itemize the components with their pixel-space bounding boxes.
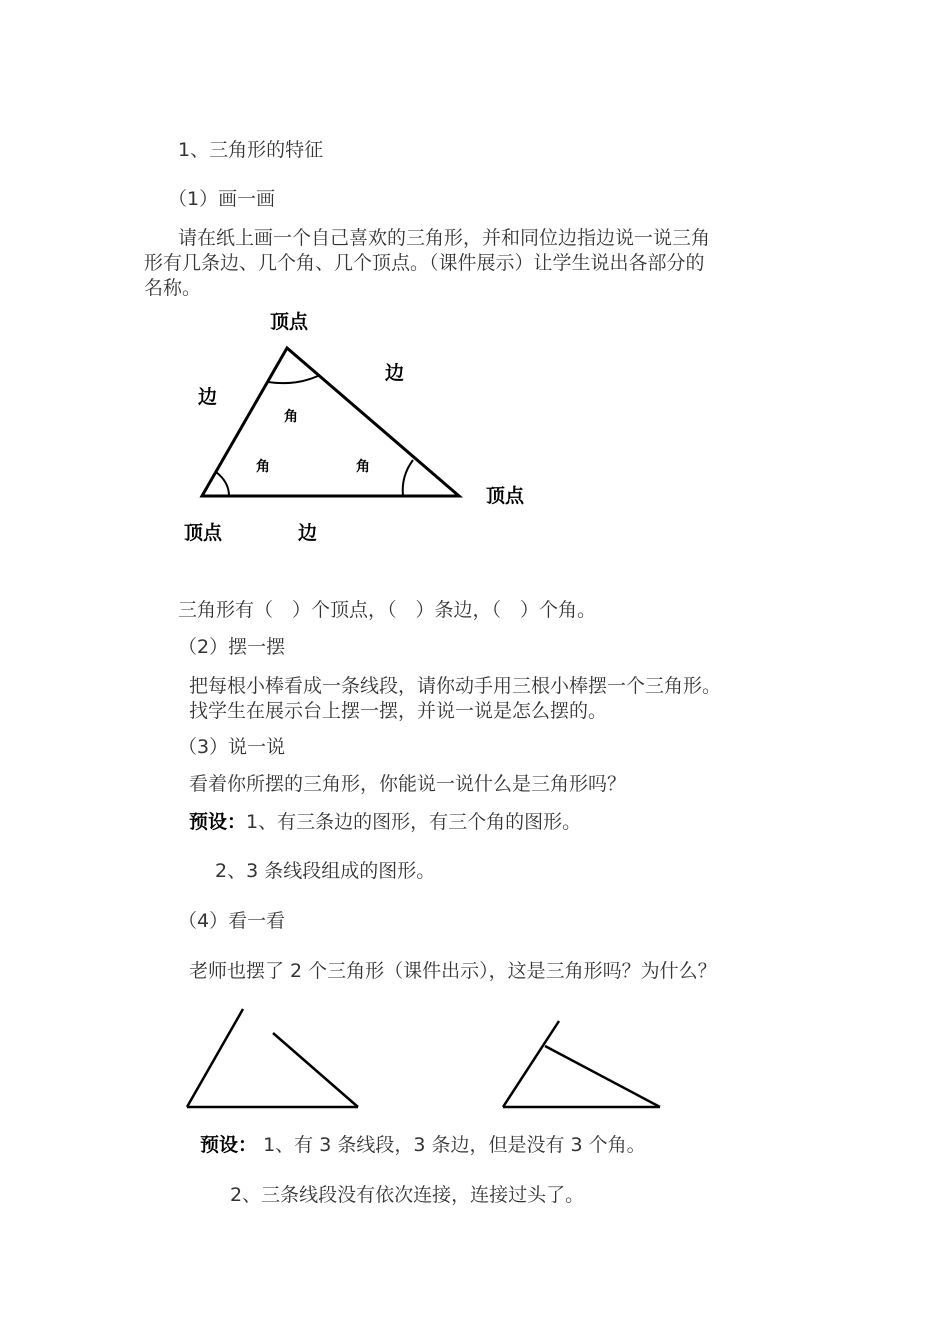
label-side-bottom: 边 xyxy=(298,522,318,544)
triangle-outline xyxy=(202,348,459,496)
section-title: 1、三角形的特征 xyxy=(178,139,324,161)
part3-heading: （3）说一说 xyxy=(178,736,286,758)
part2-line2: 找学生在展示台上摆一摆，并说一说是怎么摆的。 xyxy=(189,700,608,722)
part1-instruction-line3: 名称。 xyxy=(144,277,202,299)
fill-blank-question: 三角形有（ ）个顶点，（ ）条边，（ ）个角。 xyxy=(178,599,597,621)
part2-line1: 把每根小棒看成一条线段，请你动手用三根小棒摆一个三角形。 xyxy=(189,675,722,697)
angle-arc-left xyxy=(216,472,229,496)
part3-question: 看着你所摆的三角形，你能说一说什么是三角形吗？ xyxy=(189,773,627,795)
part3-answer1-row xyxy=(189,810,581,834)
part4-preset-label: 预设： xyxy=(200,1134,258,1156)
segment-right xyxy=(545,1046,660,1107)
angle-arc-top xyxy=(268,376,318,383)
labeled-triangle xyxy=(202,348,459,496)
label-angle-top: 角 xyxy=(284,409,298,425)
part1-heading: （1）画一画 xyxy=(168,188,276,210)
part4-heading: （4）看一看 xyxy=(178,910,286,932)
label-vertex-top: 顶点 xyxy=(270,311,309,333)
label-side-right: 边 xyxy=(385,362,405,384)
figure-overshooting-segments xyxy=(503,1021,660,1107)
part4-answer1-row xyxy=(200,1133,646,1157)
label-vertex-left: 顶点 xyxy=(184,522,223,544)
part4-question: 老师也摆了 2 个三角形（课件出示），这是三角形吗？为什么？ xyxy=(189,960,717,982)
part4-answer2: 2、三条线段没有依次连接，连接过头了。 xyxy=(230,1184,585,1206)
segment-left xyxy=(187,1009,243,1107)
part1-instruction-line1: 请在纸上画一个自己喜欢的三角形，并和同位边指边说一说三角 xyxy=(178,227,711,249)
part3-preset-label: 预设： xyxy=(189,811,247,833)
part1-instruction-line2: 形有几条边、几个角、几个顶点。（课件展示）让学生说出各部分的 xyxy=(144,252,705,274)
label-angle-right: 角 xyxy=(356,459,370,475)
part3-answer2: 2、3 条线段组成的图形。 xyxy=(215,860,436,882)
part4-answer1: 1、有 3 条线段，3 条边，但是没有 3 个角。 xyxy=(263,1134,646,1156)
segment-right xyxy=(273,1033,358,1107)
angle-arc-right xyxy=(403,460,413,496)
label-vertex-right: 顶点 xyxy=(486,485,525,507)
segment-left-overshoot xyxy=(503,1021,559,1107)
label-angle-left: 角 xyxy=(256,459,270,475)
part3-answer1: 1、有三条边的图形，有三个角的图形。 xyxy=(246,811,582,833)
part2-heading: （2）摆一摆 xyxy=(178,636,286,658)
figure-disconnected-segments xyxy=(187,1009,358,1107)
label-side-left: 边 xyxy=(198,386,218,408)
